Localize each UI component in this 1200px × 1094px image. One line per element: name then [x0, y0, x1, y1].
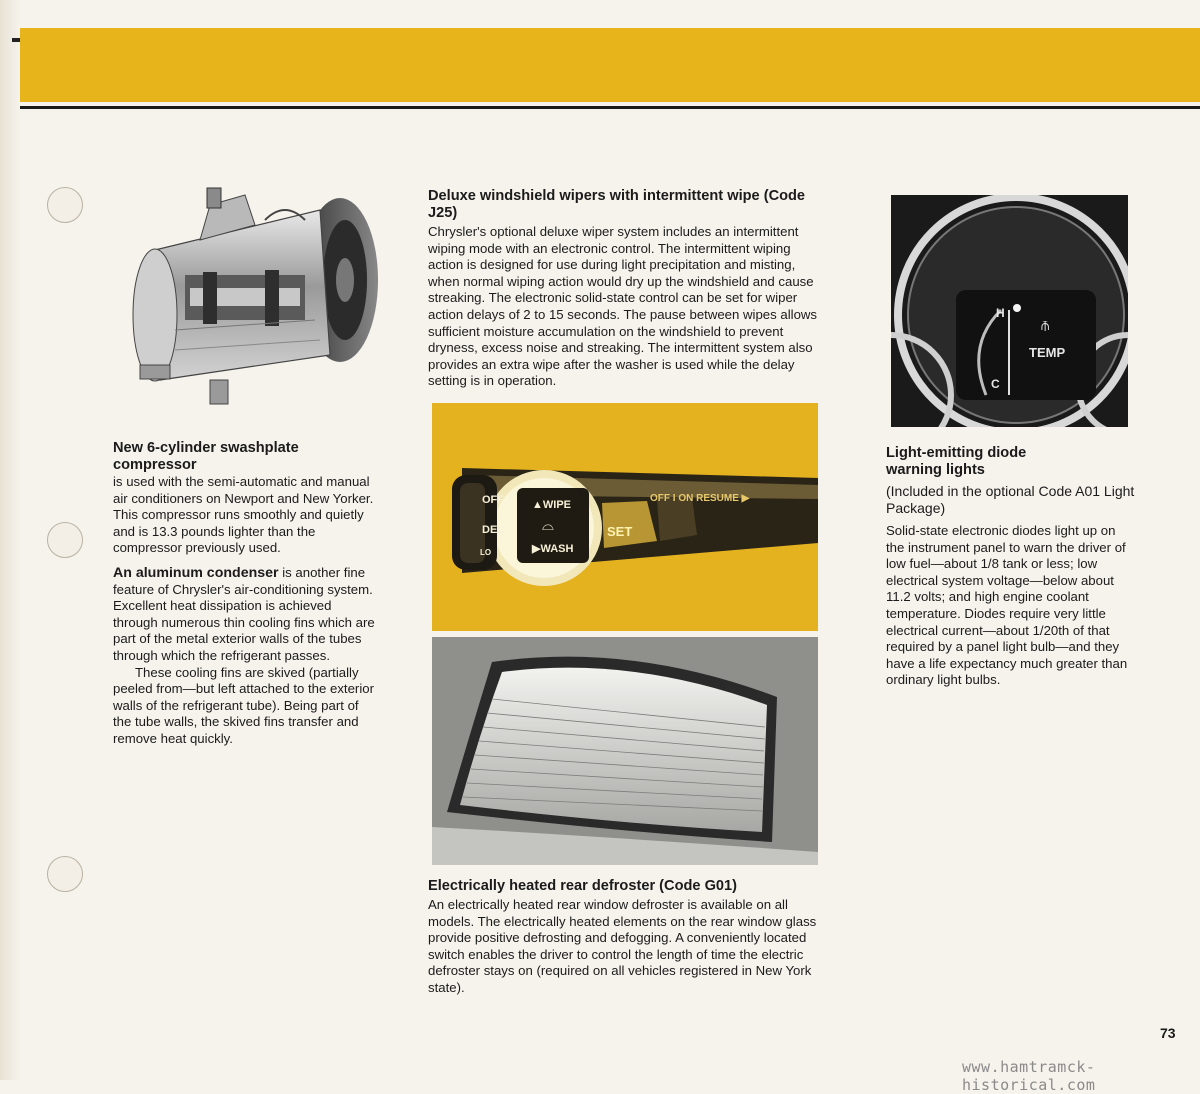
stalk-label-cruise: OFF I ON RESUME ▶	[650, 493, 750, 504]
defroster-body: An electrically heated rear window defroster is available on all models. The electrically heated elements on the rear window glass provide positive defrosting and defogging. A conveniently located switch enables the driver to control the length of time the electric defroster stays on (required on all vehicles registered in New York state).	[428, 897, 817, 995]
compressor-photo	[115, 180, 390, 415]
wiper-symbol-icon: ⌓	[542, 516, 554, 534]
wipers-title: Deluxe windshield wipers with intermittent wipe (Code J25)	[428, 188, 806, 221]
compressor-section	[113, 440, 375, 748]
page-number: 73	[1160, 1025, 1176, 1041]
page-edge	[0, 0, 20, 1080]
crop-mark	[12, 38, 20, 42]
binder-hole-middle	[47, 522, 83, 558]
stalk-label-del: DEL	[482, 524, 504, 536]
stalk-label-wash: ▶WASH	[532, 543, 574, 555]
thermometer-icon: ⫚	[1041, 318, 1050, 334]
gauge-label-temp: TEMP	[1029, 345, 1066, 360]
binder-hole-top	[47, 187, 83, 223]
rear-window-photo	[432, 637, 818, 865]
led-title: Light-emitting diode warning lights	[886, 445, 1027, 478]
gauge-label-h: H	[996, 306, 1005, 320]
stalk-label-set: SET	[607, 524, 633, 539]
temp-gauge-photo	[891, 195, 1128, 427]
watermark: www.hamtramck-historical.com	[962, 1058, 1096, 1094]
condenser-body: is another fine feature of Chrysler's air-conditioning system. Excellent heat dissipation is achieved through numerous thin cooling fins which are part of the metal exterior walls of the tubes through which the refrigerant passes.	[113, 564, 375, 663]
wipers-body: Chrysler's optional deluxe wiper system includes an intermittent wiping mode with an electronic control. The intermittent wiping action is designed for use during light precipitation and misting, when normal wiping action would dry up the windshield and cause streaking. The electronic solid-state control can be set for wiper action delays of 2 to 15 seconds. The pause between wipes allows sufficient moisture accumulation on the windshield to prevent dryness, excess noise and streaking. The intermittent system also provides an extra wipe after the washer is used while the delay setting is in operation.	[428, 224, 818, 389]
defroster-title: Electrically heated rear defroster (Code G01)	[428, 878, 738, 894]
stalk-label-off: OFF	[482, 494, 504, 506]
led-subtitle: (Included in the optional Code A01 Light Package)	[886, 483, 1135, 516]
binder-hole-bottom	[47, 856, 83, 892]
compressor-title: New 6-cylinder swashplate compressor	[113, 440, 299, 473]
gauge-label-c: C	[991, 377, 1000, 391]
header-rule	[20, 106, 1200, 109]
header-color-band	[20, 28, 1200, 102]
compressor-body: is used with the semi-automatic and manual air conditioners on Newport and New Yorker. This compressor runs smoothly and quietly and is 13.3 pounds lighter than the compressor previously used.	[113, 474, 374, 556]
stalk-label-wipe: ▲WIPE	[532, 499, 571, 511]
led-section	[886, 445, 1136, 689]
stalk-label-lo: LO	[480, 548, 492, 557]
fins-body: These cooling fins are skived (partially peeled from—but left attached to the exterior walls of the refrigerant tube). Being part of the tube walls, the skived fins transfer and remove heat quickly.	[113, 664, 374, 746]
wiper-stalk-photo	[432, 403, 818, 631]
led-body: Solid-state electronic diodes light up on the instrument panel to warn the driver of low fuel—about 1/8 tank or less; low electrical system voltage—below about 11.2 volts; and high engine coolant temperature. Diodes require very little electrical current—about 1/20th of that required by a panel light bulb—and they have a life expectancy much greater than ordinary light bulbs.	[886, 523, 1128, 688]
defroster-section	[428, 878, 820, 997]
wipers-section	[428, 188, 820, 390]
condenser-title: An aluminum condenser	[113, 564, 279, 581]
